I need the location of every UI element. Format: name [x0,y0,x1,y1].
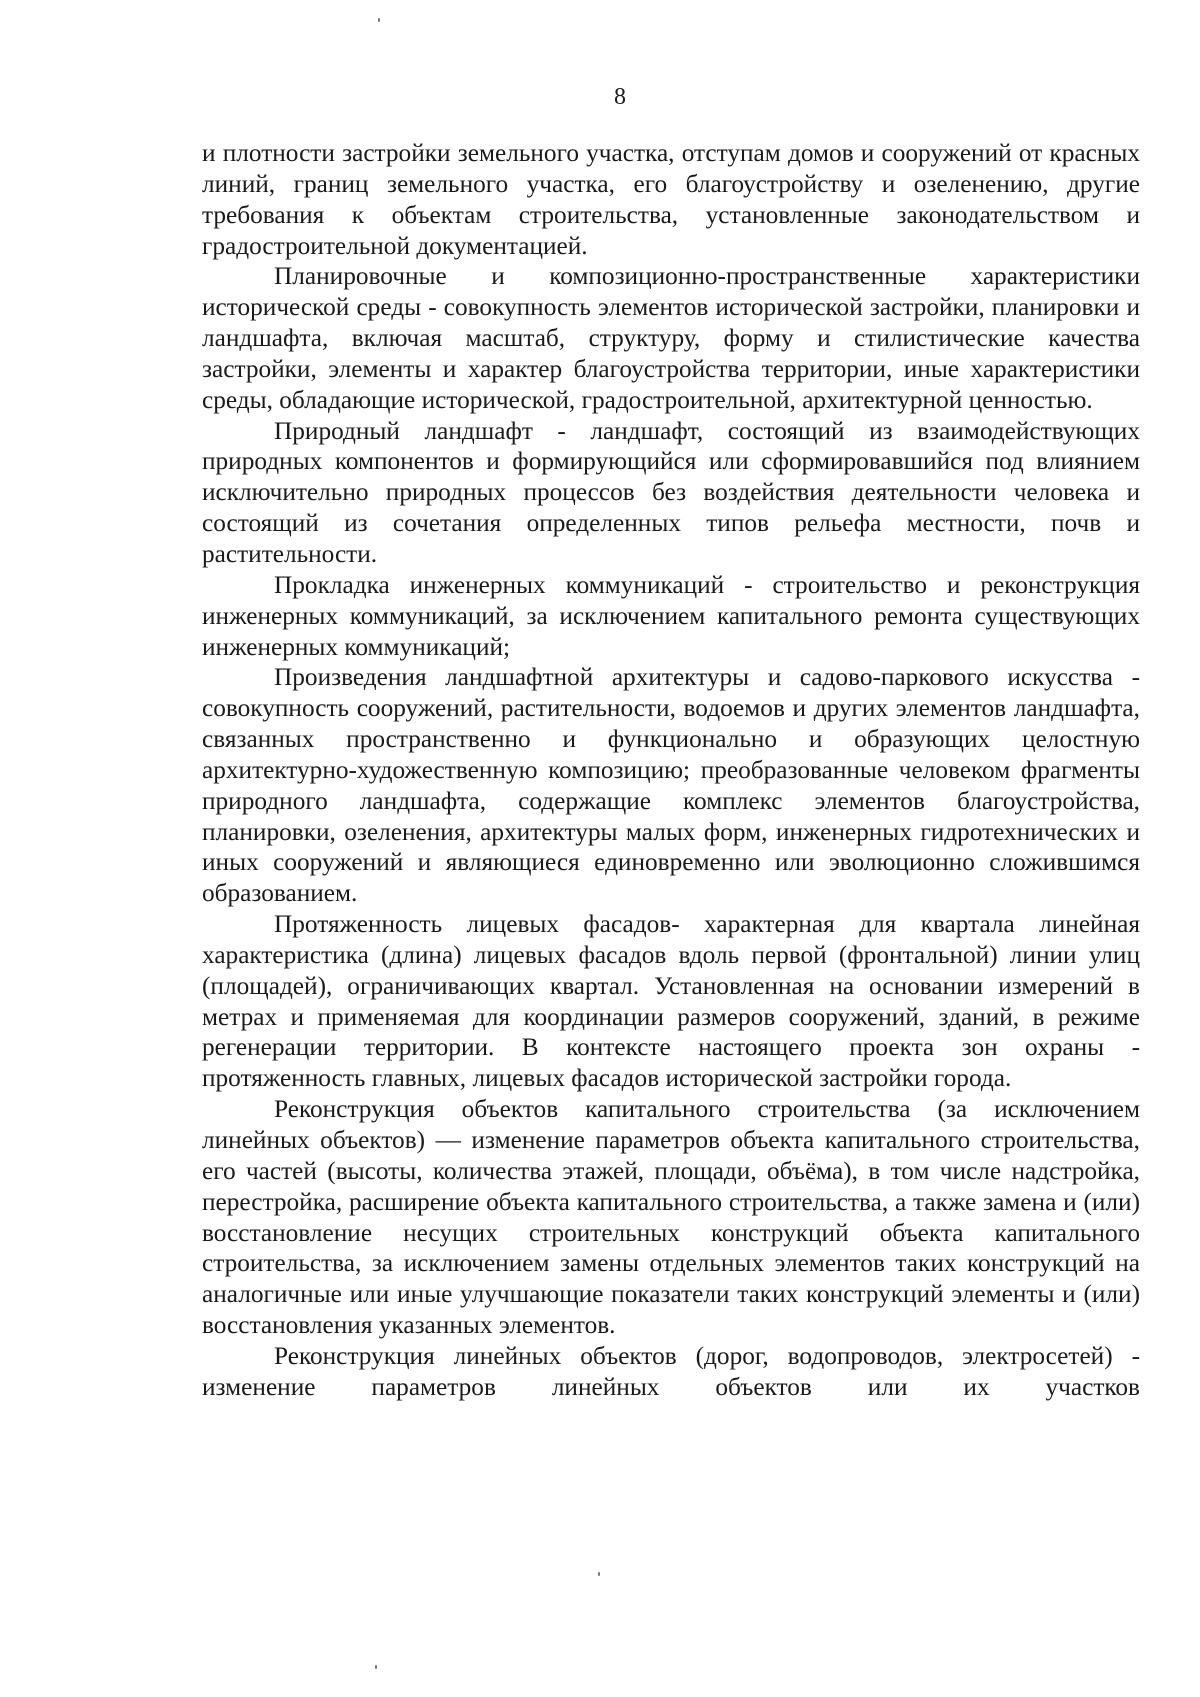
scan-speck [598,1572,600,1576]
paragraph-continuation: и плотности застройки земельного участка, отступам домов и сооружений от красных линий, границ земельного участка, его благоустройству и озеленению, другие требования к объектам строительства, установленные законодательством и градостроительной документацией. [202,139,1140,260]
paragraph-utility-laying: Прокладка инженерных коммуникаций - строительство и реконструкция инженерных коммуникаций, за исключением капитального ремонта существующих инженерных коммуникаций; [202,570,1140,661]
paragraph-capital-reconstruction: Реконструкция объектов капитального строительства (за исключением линейных объектов) — изменение параметров объекта капитального строительства, его частей (высоты, количества этажей, площади, объёма), в том числе надстройка, перестройка, расширение объекта капитального строительства, а также замена и (или) восстановление несущих строительных конструкций объекта капитального строительства, за исключением замены отдельных элементов таких конструкций на аналогичные или иные улучшающие показатели таких конструкций элементы и (или) восстановления указанных элементов. [202,1095,1140,1340]
paragraph-natural-landscape: Природный ландшафт - ландшафт, состоящий из взаимодействующих природных компонентов и формирующийся или сформировавшийся под влиянием исключительно природных процессов без воздействия деятельности человека и состоящий из сочетания определенных типов рельефа местности, почв и растительности. [202,416,1140,568]
page-number: 8 [614,84,626,110]
body-text [202,138,1140,1403]
scan-speck [378,18,380,22]
paragraph-landscape-architecture: Произведения ландшафтной архитектуры и садово-паркового искусства - совокупность сооружений, растительности, водоемов и других элементов ландшафта, связанных пространственно и функционально и образующих целостную архитектурно-художественную композицию; преобразованные человеком фрагменты природного ландшафта, содержащие комплекс элементов благоустройства, планировки, озеленения, архитектуры малых форм, инженерных гидротехнических и иных сооружений и являющиеся единовременно или эволюционно сложившимся образованием. [202,663,1140,908]
scan-speck [375,1665,377,1669]
paragraph-linear-reconstruction: Реконструкция линейных объектов (дорог, водопроводов, электросетей) - изменение параметров линейных объектов или их участков [202,1341,1140,1401]
paragraph-facade-length: Протяженность лицевых фасадов- характерная для квартала линейная характеристика (длина) лицевых фасадов вдоль первой (фронтальной) линии улиц (площадей), ограничивающих квартал. Установленная на основании измерений в метрах и применяемая для координации размеров сооружений, зданий, в режиме регенерации территории. В контексте настоящего проекта зон охраны - протяженность главных, лицевых фасадов исторической застройки города. [202,910,1140,1093]
paragraph-planning-characteristics: Планировочные и композиционно-пространственные характеристики исторической среды - совокупность элементов исторической застройки, планировки и ландшафта, включая масштаб, структуру, форму и стилистические качества застройки, элементы и характер благоустройства территории, иные характеристики среды, обладающие исторической, градостроительной, архитектурной ценностью. [202,262,1140,414]
